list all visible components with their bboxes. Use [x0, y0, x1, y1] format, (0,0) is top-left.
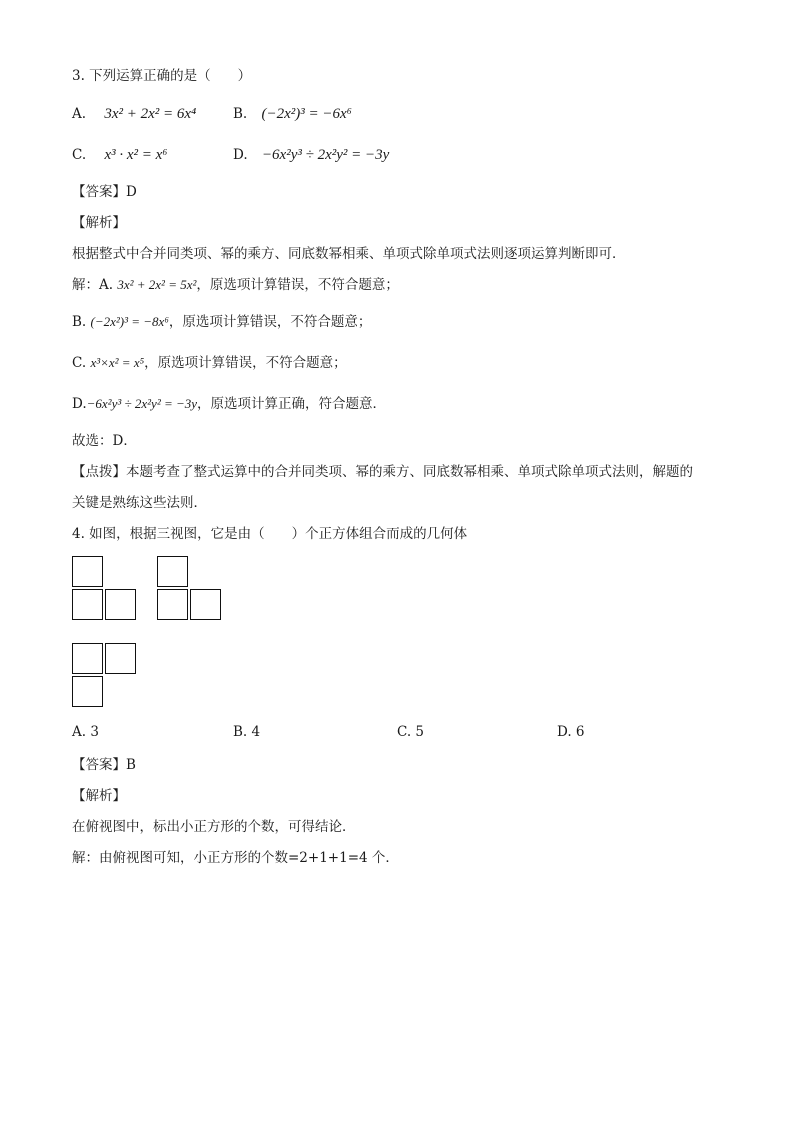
q4-answer: 【答案】B — [72, 757, 136, 773]
q3-solution-c-prefix: C. — [72, 355, 91, 371]
q4-side-view — [157, 556, 223, 622]
q4-option-c: C. 5 — [397, 724, 425, 740]
q3-option-c-expr: x³ · x² = x⁶ — [104, 147, 168, 163]
q3-comment-line-2: 关键是熟练这些法则． — [72, 495, 207, 511]
front-view-top-square — [72, 556, 103, 587]
q3-stem: 3. 下列运算正确的是（ ） — [72, 68, 252, 84]
q3-option-a-label: A. — [72, 106, 87, 122]
q4-option-d: D. 6 — [557, 724, 585, 740]
q3-option-b-label: B. — [233, 106, 248, 122]
front-view-bottom-left-square — [72, 589, 103, 620]
q3-option-b-expr: (−2x²)³ = −6x⁶ — [261, 106, 352, 122]
q3-solution-d-note: ，原选项计算正确，符合题意． — [197, 396, 387, 412]
side-view-bottom-left-square — [157, 589, 188, 620]
q3-answer: 【答案】D — [72, 184, 137, 200]
q3-solution-b-prefix: B. — [72, 314, 91, 330]
q3-solution-d — [72, 395, 386, 413]
top-view-bottom-square — [72, 676, 103, 707]
q3-comment-line-1: 【点拨】本题考查了整式运算中的合并同类项、幂的乘方、同底数幂相乘、单项式除单项式法则，解题的 — [72, 464, 693, 480]
q4-analysis: 在俯视图中，标出小正方形的个数，可得结论． — [72, 819, 356, 835]
q3-solution-b-expr: (−2x²)³ = −8x⁶ — [90, 314, 169, 329]
q3-choose: 故选：D． — [72, 433, 137, 449]
q3-option-b — [233, 104, 352, 124]
q3-option-d-label: D. — [233, 147, 248, 163]
q3-solution-a-note: ，原选项计算错误，不符合题意； — [196, 277, 399, 293]
q3-solution-d-prefix: D. — [72, 396, 87, 412]
front-view-bottom-right-square — [105, 589, 136, 620]
q3-solution-b — [72, 313, 371, 331]
q3-option-a — [72, 104, 196, 124]
q3-option-d — [233, 145, 389, 165]
q3-option-c-label: C. — [72, 147, 87, 163]
side-view-top-square — [157, 556, 188, 587]
q3-solution-d-expr: −6x²y³ ÷ 2x²y² = −3y — [86, 396, 198, 411]
q3-solution-b-note: ，原选项计算错误，不符合题意； — [168, 314, 372, 330]
q3-solution-a-expr: 3x² + 2x² = 5x² — [117, 277, 197, 292]
q3-option-c — [72, 145, 168, 165]
q3-solution-c-note: ，原选项计算错误，不符合题意； — [144, 355, 347, 371]
q4-option-a: A. 3 — [72, 724, 99, 740]
q3-solution-c — [72, 354, 347, 372]
q3-option-d-expr: −6x²y³ ÷ 2x²y² = −3y — [261, 147, 390, 163]
top-view-top-right-square — [105, 643, 136, 674]
q3-solution-c-expr: x³×x² = x⁵ — [90, 355, 145, 370]
q4-stem: 4. 如图，根据三视图，它是由（ ）个正方体组合而成的几何体 — [72, 526, 468, 542]
q4-option-b: B. 4 — [233, 724, 261, 740]
q4-top-view — [72, 643, 138, 709]
q3-solution-a — [72, 276, 399, 294]
q3-analysis: 根据整式中合并同类项、幂的乘方、同底数幂相乘、单项式除单项式法则逐项运算判断即可． — [72, 246, 626, 262]
q3-analysis-title: 【解析】 — [72, 215, 126, 231]
q4-front-view — [72, 556, 138, 622]
q4-analysis-title: 【解析】 — [72, 788, 126, 804]
q3-option-a-expr: 3x² + 2x² = 6x⁴ — [104, 106, 197, 122]
side-view-bottom-right-square — [190, 589, 221, 620]
q3-solution-a-prefix: 解：A. — [72, 277, 118, 293]
q4-solution: 解：由俯视图可知，小正方形的个数=2+1+1=4 个． — [72, 850, 399, 866]
top-view-top-left-square — [72, 643, 103, 674]
